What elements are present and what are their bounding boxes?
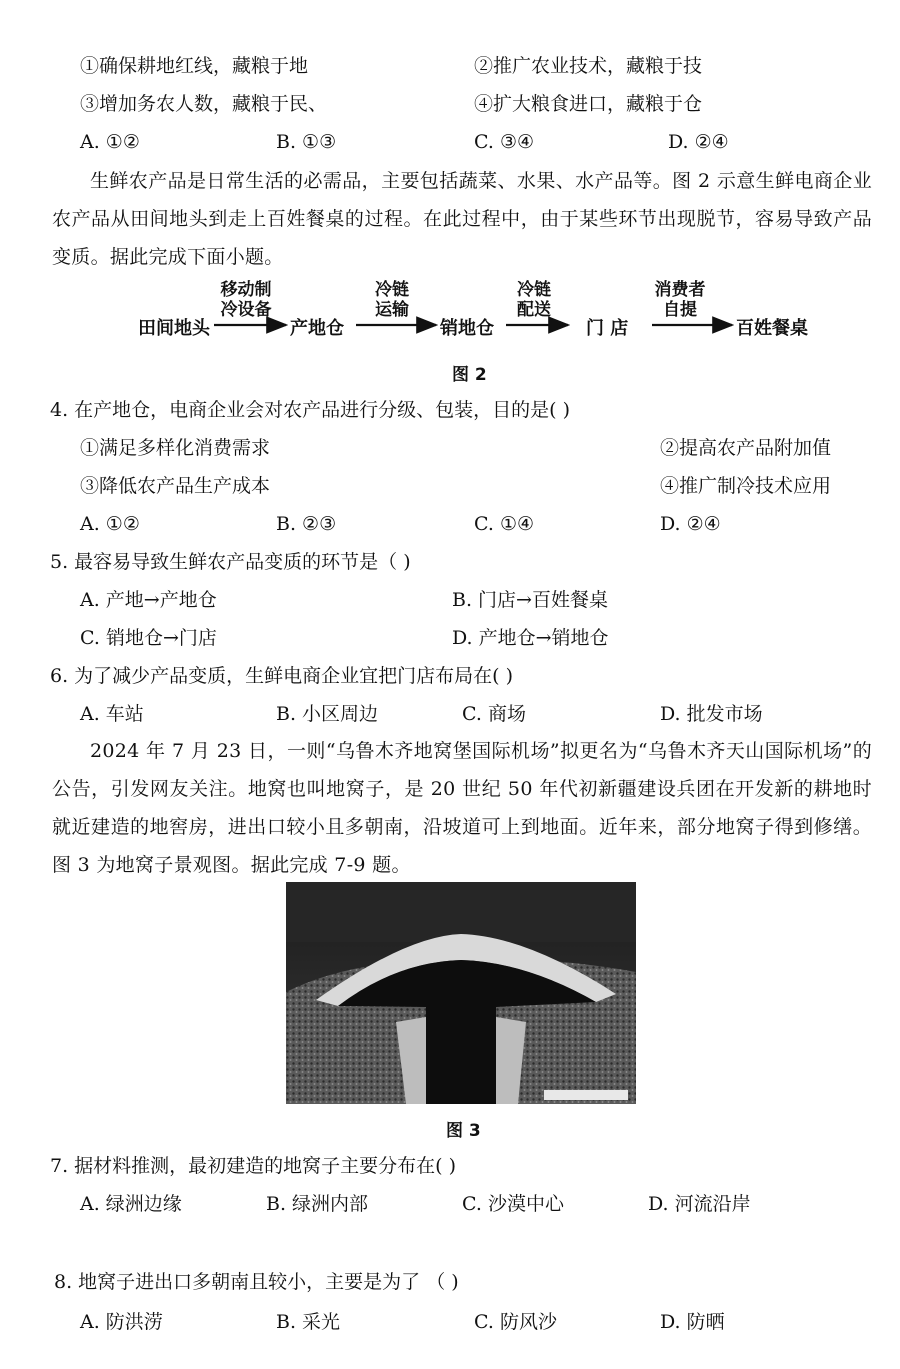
- q6-choice-b[interactable]: B. 小区周边: [276, 703, 379, 725]
- figure-3-caption: 图 3: [446, 1121, 481, 1141]
- q4-option-3: ③降低农产品生产成本: [80, 475, 271, 497]
- q3-option-3: ③增加务农人数，藏粮于民、: [80, 93, 328, 115]
- q4-choice-d[interactable]: D. ②④: [660, 513, 721, 535]
- flow-node-field: 田间地头: [138, 318, 210, 339]
- q4-choice-a[interactable]: A. ①②: [80, 513, 140, 535]
- flow-node-dining-table: 百姓餐桌: [736, 318, 808, 339]
- q4-option-2: ②提高农产品附加值: [660, 437, 832, 459]
- q7-stem: 7. 据材料推测，最初建造的地窝子主要分布在( ): [50, 1155, 457, 1177]
- q8-choice-a[interactable]: A. 防洪涝: [80, 1311, 163, 1333]
- q6-stem: 6. 为了减少产品变质，生鲜电商企业宜把门店布局在( ): [50, 665, 514, 687]
- q5-choice-c[interactable]: C. 销地仓→门店: [80, 627, 217, 649]
- q4-option-4: ④推广制冷技术应用: [660, 475, 832, 497]
- q4-stem: 4. 在产地仓，电商企业会对农产品进行分级、包装，目的是( ): [50, 399, 571, 421]
- q3-option-2: ②推广农业技术，藏粮于技: [474, 55, 703, 77]
- flow-arrows: [0, 306, 900, 346]
- q3-option-1: ①确保耕地红线，藏粮于地: [80, 55, 309, 77]
- flow-node-origin-warehouse: 产地仓: [290, 318, 344, 339]
- q8-choice-c[interactable]: C. 防风沙: [474, 1311, 557, 1333]
- q7-choice-b[interactable]: B. 绿洲内部: [266, 1193, 369, 1215]
- q3-choice-a[interactable]: A. ①②: [80, 131, 140, 153]
- q8-stem: 8. 地窝子进出口多朝南且较小，主要是为了 （ ): [54, 1271, 459, 1293]
- q5-stem: 5. 最容易导致生鲜农产品变质的环节是（ ): [50, 551, 411, 573]
- q3-option-4: ④扩大粮食进口，藏粮于仓: [474, 93, 703, 115]
- q4-choice-c[interactable]: C. ①④: [474, 513, 535, 535]
- q8-choice-d[interactable]: D. 防晒: [660, 1311, 725, 1333]
- flow-label-mobile-refrigeration: 移动制 冷设备: [220, 280, 272, 320]
- flow-label-cold-chain-delivery: 冷链 配送: [517, 280, 551, 320]
- q5-choice-d[interactable]: D. 产地仓→销地仓: [452, 627, 609, 649]
- intro-paragraph-fresh-produce: 生鲜农产品是日常生活的必需品，主要包括蔬菜、水果、水产品等。图 2 示意生鲜电商企业农产品从田间地头到走上百姓餐桌的过程。在此过程中，由于某些环节出现脱节，容易导致产品变质。据此完成下面小题。: [52, 170, 872, 268]
- q3-choice-b[interactable]: B. ①③: [276, 131, 337, 153]
- q7-choice-c[interactable]: C. 沙漠中心: [462, 1193, 564, 1215]
- q6-choice-d[interactable]: D. 批发市场: [660, 703, 763, 725]
- q7-choice-d[interactable]: D. 河流沿岸: [648, 1193, 751, 1215]
- diwozi-photo: [286, 882, 636, 1104]
- q5-choice-b[interactable]: B. 门店→百姓餐桌: [452, 589, 608, 611]
- figure-2-caption: 图 2: [452, 365, 487, 385]
- q6-choice-a[interactable]: A. 车站: [80, 703, 144, 725]
- q8-choice-b[interactable]: B. 采光: [276, 1311, 341, 1333]
- q7-choice-a[interactable]: A. 绿洲边缘: [80, 1193, 182, 1215]
- q3-choice-d[interactable]: D. ②④: [668, 131, 729, 153]
- flow-node-sales-warehouse: 销地仓: [440, 318, 494, 339]
- q3-choice-c[interactable]: C. ③④: [474, 131, 535, 153]
- flow-node-store: 门 店: [586, 318, 629, 339]
- q6-choice-c[interactable]: C. 商场: [462, 703, 526, 725]
- intro-paragraph-diwozi: 2024 年 7 月 23 日，一则“乌鲁木齐地窝堡国际机场”拟更名为“乌鲁木齐天山国际机场”的公告，引发网友关注。地窝也叫地窝子，是 20 世纪 50 年代初新疆建设兵团在开发新的耕地时就近建造的地窖房，进出口较小且多朝南，沿坡道可上到地面。近年来，部分地窝子得到修缮。图 3 为地窝子景观图。据此完成 7-9 题。: [52, 740, 872, 876]
- q5-choice-a[interactable]: A. 产地→产地仓: [80, 589, 217, 611]
- flow-label-consumer-pickup: 消费者 自提: [654, 280, 706, 320]
- q4-choice-b[interactable]: B. ②③: [276, 513, 337, 535]
- q4-option-1: ①满足多样化消费需求: [80, 437, 271, 459]
- flow-label-cold-chain-transport: 冷链 运输: [375, 280, 409, 320]
